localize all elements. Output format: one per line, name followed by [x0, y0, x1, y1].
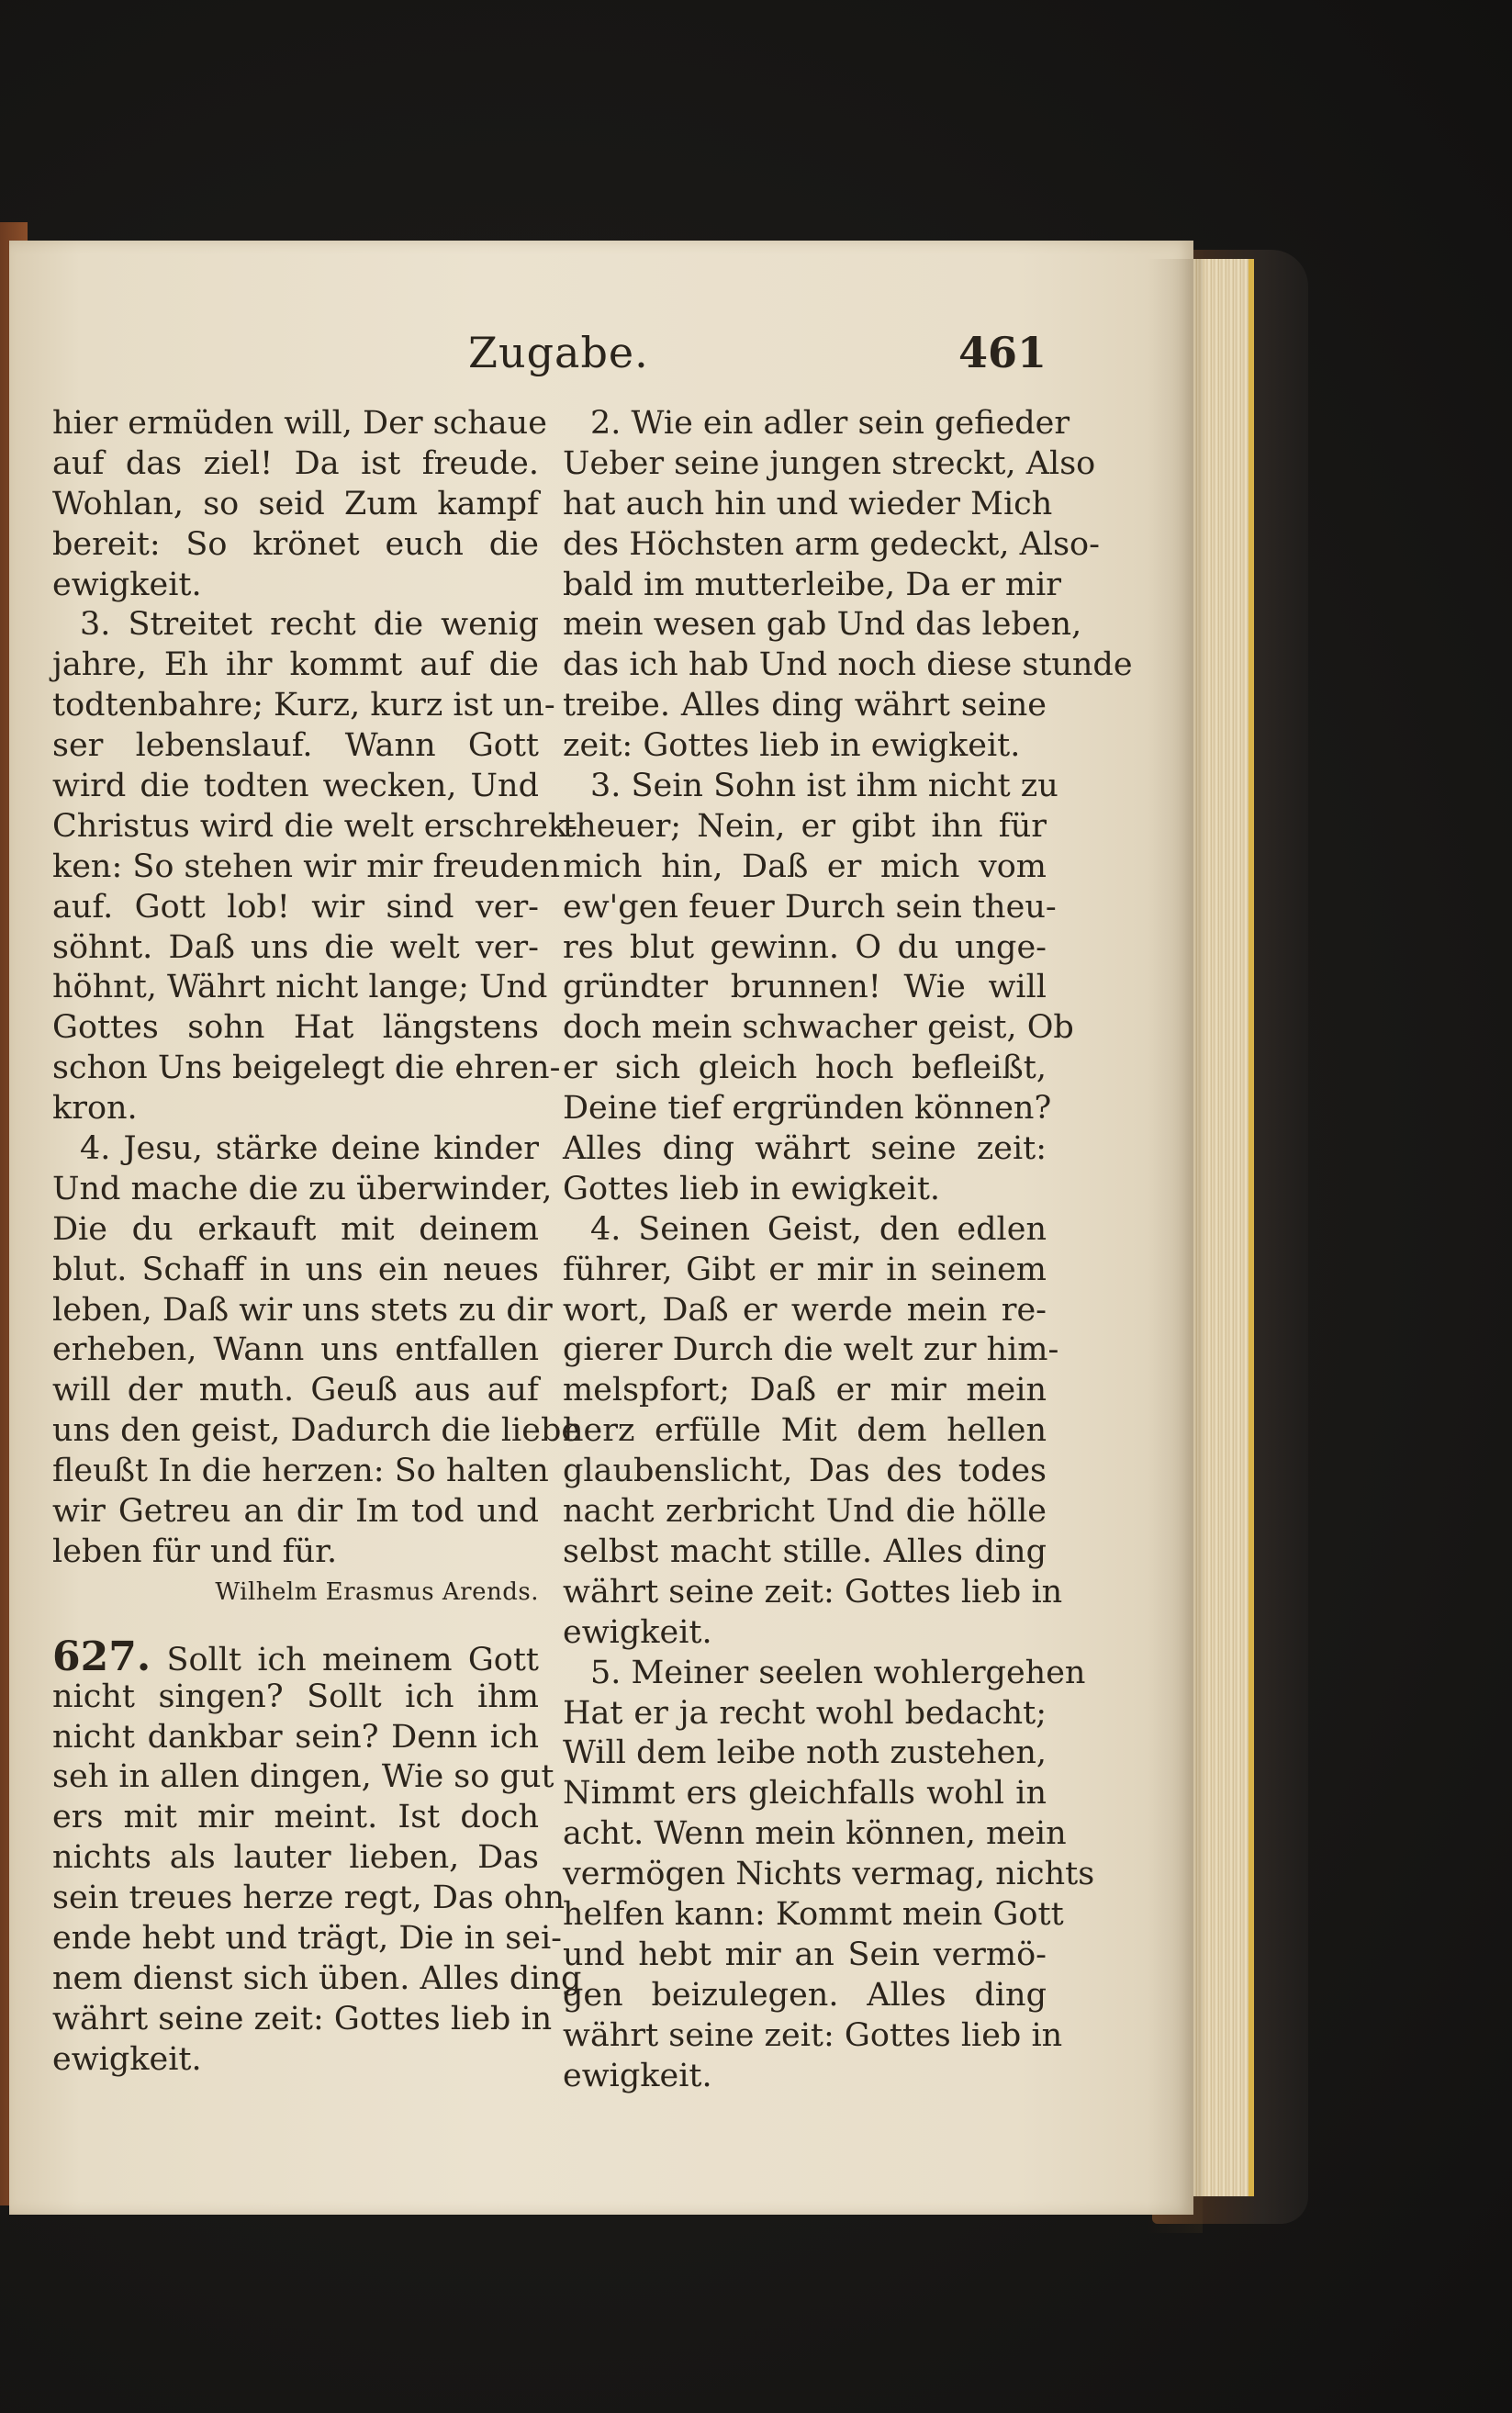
book-page [9, 241, 1193, 2215]
text-line: 2. Wie ein adler sein gefieder [590, 405, 1070, 442]
text-line: Die du erkauft mit deinem [52, 1210, 539, 1248]
text-line: will der muth. Geuß aus auf [52, 1372, 539, 1409]
page-shadow [1148, 259, 1203, 2233]
text-line: mein wesen gab Und das leben, [563, 606, 1082, 644]
text-line: ken: So stehen wir mir freuden [52, 847, 561, 885]
text-line: Gottes sohn Hat längstens [52, 1009, 539, 1047]
text-line: nicht dankbar sein? Denn ich [52, 1718, 539, 1756]
hymn-first-line [52, 1633, 539, 1680]
text-line: doch mein schwacher geist, Ob [563, 1009, 1074, 1047]
text-line: höhnt, Währt nicht lange; Und [52, 969, 548, 1006]
text-line: selbst macht stille. Alles ding [563, 1532, 1047, 1570]
text-line: Hat er ja recht wohl bedacht; [563, 1694, 1047, 1732]
text-line: zeit: Gottes lieb in ewigkeit. [563, 727, 1021, 765]
text-line: währt seine zeit: Gottes lieb in [52, 2000, 553, 2037]
text-line: Nimmt ers gleichfalls wohl in [563, 1775, 1047, 1813]
text-line: söhnt. Daß uns die welt ver- [52, 928, 539, 966]
text-line: ew'gen feuer Durch sein theu- [563, 888, 1057, 926]
text-line: 5. Meiner seelen wohlergehen [590, 1654, 1086, 1691]
text-line: gründter brunnen! Wie will [563, 969, 1047, 1006]
text-line: leben für und für. [52, 1532, 338, 1570]
text-line: res blut gewinn. O du unge- [563, 928, 1047, 966]
open-book [0, 222, 1308, 2215]
text-line: ewigkeit. [52, 2040, 202, 2078]
text-line: jahre, Eh ihr kommt auf die [52, 646, 539, 684]
text-line: ende hebt und trägt, Die in sei- [52, 1919, 562, 1957]
text-line: fleußt In die herzen: So halten [52, 1453, 549, 1490]
text-line: nichts als lauter lieben, Das [52, 1839, 539, 1877]
text-line: leben, Daß wir uns stets zu dir [52, 1291, 553, 1329]
hymn-number: 627. [52, 1633, 151, 1680]
text-line: gierer Durch die welt zur him- [563, 1331, 1059, 1369]
text-line: nem dienst sich üben. Alles ding [52, 1959, 582, 1997]
text-line: gen beizulegen. Alles ding [563, 1976, 1047, 2014]
text-line: und hebt mir an Sein vermö- [563, 1936, 1047, 1973]
text-line: mich hin, Daß er mich vom [563, 847, 1047, 885]
text-line: blut. Schaff in uns ein neues [52, 1251, 539, 1288]
text-line: bald im mutterleibe, Da er mir [563, 566, 1062, 603]
text-line: 3. Sein Sohn ist ihm nicht zu [590, 768, 1058, 805]
section-title: Zugabe. [468, 328, 649, 377]
text-line: seh in allen dingen, Wie so gut [52, 1758, 554, 1796]
text-line: Alles ding währt seine zeit: [563, 1130, 1047, 1168]
text-line: ser lebenslauf. Wann Gott [52, 727, 539, 765]
text-line: währt seine zeit: Gottes lieb in [563, 2016, 1063, 2054]
text-line: Ueber seine jungen streckt, Also [563, 444, 1096, 482]
text-line: theuer; Nein, er gibt ihn für [563, 807, 1047, 845]
text-line: Deine tief ergründen können? [563, 1090, 1052, 1128]
text-line: währt seine zeit: Gottes lieb in [563, 1573, 1063, 1611]
text-line: Christus wird die welt erschrek- [52, 807, 578, 845]
text-line: nacht zerbricht Und die hölle [563, 1493, 1047, 1531]
text-line: auf das ziel! Da ist freude. [52, 444, 539, 482]
page-number: 461 [958, 328, 1047, 377]
text-line: führer, Gibt er mir in seinem [563, 1251, 1047, 1288]
text-line: des Höchsten arm gedeckt, Also- [563, 525, 1100, 563]
running-head [441, 328, 1047, 383]
text-line: uns den geist, Dadurch die liebe [52, 1412, 581, 1450]
hymn-first-line-text: Sollt ich meinem Gott [151, 1641, 539, 1678]
text-line: ewigkeit. [563, 1613, 712, 1651]
text-line: er sich gleich hoch befleißt, [563, 1049, 1047, 1087]
right-column [563, 404, 1133, 2096]
text-line: hat auch hin und wieder Mich [563, 485, 1053, 522]
text-line: vermögen Nichts vermag, nichts [563, 1856, 1095, 1893]
text-line: helfen kann: Kommt mein Gott [563, 1895, 1064, 1933]
author-signature: Wilhelm Erasmus Arends. [215, 1577, 539, 1606]
text-line: todtenbahre; Kurz, kurz ist un- [52, 687, 555, 724]
text-line: nicht singen? Sollt ich ihm [52, 1678, 539, 1715]
text-line: ewigkeit. [52, 566, 202, 603]
text-line: glaubenslicht, Das des todes [563, 1453, 1047, 1490]
text-line: hier ermüden will, Der schaue [52, 405, 547, 442]
left-column [52, 404, 582, 2081]
text-line: schon Uns beigelegt die ehren- [52, 1049, 561, 1087]
text-line: Gottes lieb in ewigkeit. [563, 1170, 941, 1207]
text-line: wort, Daß er werde mein re- [563, 1291, 1047, 1329]
text-line: sein treues herze regt, Das ohn [52, 1880, 565, 1917]
text-line: bereit: So krönet euch die [52, 525, 539, 563]
text-line: Wohlan, so seid Zum kampf [52, 485, 539, 522]
text-line: 3. Streitet recht die wenig [80, 606, 539, 644]
text-line: auf. Gott lob! wir sind ver- [52, 888, 539, 926]
text-line: Will dem leibe noth zustehen, [563, 1734, 1047, 1772]
text-line: herz erfülle Mit dem hellen [563, 1412, 1047, 1450]
text-line: treibe. Alles ding währt seine [563, 687, 1047, 724]
text-line: 4. Seinen Geist, den edlen [590, 1210, 1047, 1248]
text-line: kron. [52, 1090, 138, 1128]
text-line: acht. Wenn mein können, mein [563, 1815, 1067, 1853]
text-line: wir Getreu an dir Im tod und [52, 1493, 539, 1531]
text-line: wird die todten wecken, Und [52, 768, 539, 805]
text-line: ers mit mir meint. Ist doch [52, 1799, 539, 1836]
text-line: melspfort; Daß er mir mein [563, 1372, 1047, 1409]
text-line: das ich hab Und noch diese stunde [563, 646, 1133, 684]
text-line: erheben, Wann uns entfallen [52, 1331, 539, 1369]
text-line: ewigkeit. [563, 2057, 712, 2094]
text-line: 4. Jesu, stärke deine kinder [80, 1130, 539, 1168]
text-line: Und mache die zu überwinder, [52, 1170, 553, 1207]
